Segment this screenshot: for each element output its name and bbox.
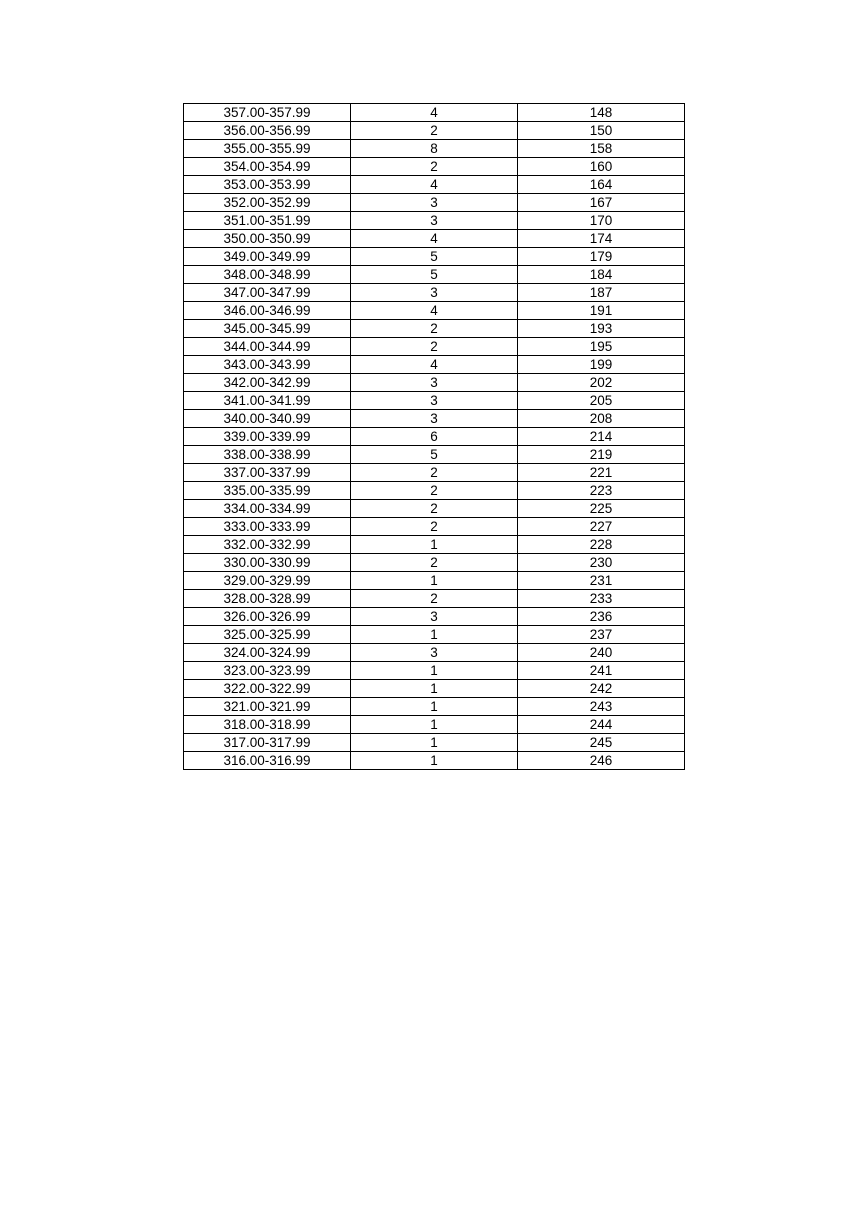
count-cell: 2	[351, 122, 518, 140]
count-cell: 6	[351, 428, 518, 446]
score-range-cell: 341.00-341.99	[184, 392, 351, 410]
score-range-cell: 353.00-353.99	[184, 176, 351, 194]
table-row	[184, 500, 685, 518]
table-row	[184, 518, 685, 536]
table-row	[184, 428, 685, 446]
cumulative-count-cell: 167	[518, 194, 685, 212]
table-row	[184, 338, 685, 356]
cumulative-count-cell: 243	[518, 698, 685, 716]
count-cell: 4	[351, 356, 518, 374]
score-range-cell: 356.00-356.99	[184, 122, 351, 140]
cumulative-count-cell: 231	[518, 572, 685, 590]
count-cell: 5	[351, 248, 518, 266]
cumulative-count-cell: 148	[518, 104, 685, 122]
table-row	[184, 284, 685, 302]
count-cell: 3	[351, 284, 518, 302]
table-row	[184, 320, 685, 338]
score-range-cell: 316.00-316.99	[184, 752, 351, 770]
score-range-cell: 349.00-349.99	[184, 248, 351, 266]
score-range-cell: 335.00-335.99	[184, 482, 351, 500]
cumulative-count-cell: 219	[518, 446, 685, 464]
score-range-cell: 337.00-337.99	[184, 464, 351, 482]
table-row	[184, 590, 685, 608]
table-row	[184, 662, 685, 680]
count-cell: 2	[351, 158, 518, 176]
table-row	[184, 248, 685, 266]
table-row	[184, 266, 685, 284]
cumulative-count-cell: 228	[518, 536, 685, 554]
cumulative-count-cell: 221	[518, 464, 685, 482]
table-row	[184, 212, 685, 230]
cumulative-count-cell: 227	[518, 518, 685, 536]
cumulative-count-cell: 199	[518, 356, 685, 374]
cumulative-count-cell: 244	[518, 716, 685, 734]
cumulative-count-cell: 158	[518, 140, 685, 158]
score-range-cell: 346.00-346.99	[184, 302, 351, 320]
table-row	[184, 752, 685, 770]
table-row	[184, 446, 685, 464]
table-row	[184, 608, 685, 626]
score-range-cell: 339.00-339.99	[184, 428, 351, 446]
score-range-cell: 334.00-334.99	[184, 500, 351, 518]
cumulative-count-cell: 246	[518, 752, 685, 770]
table-row	[184, 194, 685, 212]
table-row	[184, 392, 685, 410]
table-row	[184, 554, 685, 572]
score-range-cell: 328.00-328.99	[184, 590, 351, 608]
count-cell: 2	[351, 482, 518, 500]
count-cell: 2	[351, 554, 518, 572]
score-range-cell: 347.00-347.99	[184, 284, 351, 302]
count-cell: 1	[351, 626, 518, 644]
score-range-cell: 343.00-343.99	[184, 356, 351, 374]
count-cell: 2	[351, 464, 518, 482]
count-cell: 3	[351, 410, 518, 428]
count-cell: 8	[351, 140, 518, 158]
cumulative-count-cell: 187	[518, 284, 685, 302]
cumulative-count-cell: 179	[518, 248, 685, 266]
table-row	[184, 644, 685, 662]
cumulative-count-cell: 237	[518, 626, 685, 644]
score-range-cell: 326.00-326.99	[184, 608, 351, 626]
cumulative-count-cell: 245	[518, 734, 685, 752]
count-cell: 4	[351, 230, 518, 248]
cumulative-count-cell: 223	[518, 482, 685, 500]
score-range-cell: 333.00-333.99	[184, 518, 351, 536]
count-cell: 1	[351, 752, 518, 770]
table-row	[184, 464, 685, 482]
cumulative-count-cell: 230	[518, 554, 685, 572]
count-cell: 3	[351, 212, 518, 230]
score-range-cell: 324.00-324.99	[184, 644, 351, 662]
score-range-cell: 317.00-317.99	[184, 734, 351, 752]
cumulative-count-cell: 150	[518, 122, 685, 140]
table-body	[184, 104, 685, 770]
cumulative-count-cell: 233	[518, 590, 685, 608]
cumulative-count-cell: 184	[518, 266, 685, 284]
count-cell: 1	[351, 698, 518, 716]
cumulative-count-cell: 164	[518, 176, 685, 194]
cumulative-count-cell: 214	[518, 428, 685, 446]
table-row	[184, 410, 685, 428]
cumulative-count-cell: 174	[518, 230, 685, 248]
table-row	[184, 536, 685, 554]
count-cell: 4	[351, 176, 518, 194]
count-cell: 1	[351, 680, 518, 698]
score-range-cell: 322.00-322.99	[184, 680, 351, 698]
count-cell: 1	[351, 662, 518, 680]
score-range-cell: 329.00-329.99	[184, 572, 351, 590]
count-cell: 3	[351, 194, 518, 212]
table-row	[184, 734, 685, 752]
cumulative-count-cell: 195	[518, 338, 685, 356]
score-range-cell: 355.00-355.99	[184, 140, 351, 158]
table-row	[184, 122, 685, 140]
score-range-cell: 344.00-344.99	[184, 338, 351, 356]
count-cell: 3	[351, 608, 518, 626]
count-cell: 3	[351, 374, 518, 392]
table-row	[184, 104, 685, 122]
score-range-cell: 330.00-330.99	[184, 554, 351, 572]
cumulative-count-cell: 240	[518, 644, 685, 662]
cumulative-count-cell: 225	[518, 500, 685, 518]
score-range-cell: 321.00-321.99	[184, 698, 351, 716]
score-distribution-table	[183, 103, 685, 770]
table-row	[184, 572, 685, 590]
score-range-cell: 348.00-348.99	[184, 266, 351, 284]
count-cell: 2	[351, 518, 518, 536]
score-range-cell: 332.00-332.99	[184, 536, 351, 554]
score-range-cell: 345.00-345.99	[184, 320, 351, 338]
score-range-cell: 338.00-338.99	[184, 446, 351, 464]
cumulative-count-cell: 170	[518, 212, 685, 230]
score-range-cell: 352.00-352.99	[184, 194, 351, 212]
cumulative-count-cell: 236	[518, 608, 685, 626]
count-cell: 1	[351, 536, 518, 554]
table-row	[184, 230, 685, 248]
score-range-cell: 340.00-340.99	[184, 410, 351, 428]
count-cell: 2	[351, 590, 518, 608]
table-row	[184, 716, 685, 734]
count-cell: 2	[351, 338, 518, 356]
table-row	[184, 356, 685, 374]
cumulative-count-cell: 202	[518, 374, 685, 392]
table-row	[184, 680, 685, 698]
cumulative-count-cell: 160	[518, 158, 685, 176]
score-range-cell: 351.00-351.99	[184, 212, 351, 230]
count-cell: 1	[351, 572, 518, 590]
count-cell: 5	[351, 266, 518, 284]
cumulative-count-cell: 205	[518, 392, 685, 410]
table-row	[184, 374, 685, 392]
table-row	[184, 140, 685, 158]
cumulative-count-cell: 191	[518, 302, 685, 320]
score-range-cell: 354.00-354.99	[184, 158, 351, 176]
count-cell: 3	[351, 644, 518, 662]
count-cell: 2	[351, 320, 518, 338]
cumulative-count-cell: 242	[518, 680, 685, 698]
count-cell: 1	[351, 716, 518, 734]
table-row	[184, 698, 685, 716]
cumulative-count-cell: 193	[518, 320, 685, 338]
score-range-cell: 350.00-350.99	[184, 230, 351, 248]
score-range-cell: 318.00-318.99	[184, 716, 351, 734]
table-row	[184, 626, 685, 644]
score-range-cell: 357.00-357.99	[184, 104, 351, 122]
count-cell: 1	[351, 734, 518, 752]
count-cell: 3	[351, 392, 518, 410]
score-range-cell: 342.00-342.99	[184, 374, 351, 392]
count-cell: 5	[351, 446, 518, 464]
score-range-cell: 323.00-323.99	[184, 662, 351, 680]
count-cell: 4	[351, 302, 518, 320]
score-range-cell: 325.00-325.99	[184, 626, 351, 644]
table-row	[184, 176, 685, 194]
table-row	[184, 158, 685, 176]
count-cell: 2	[351, 500, 518, 518]
cumulative-count-cell: 208	[518, 410, 685, 428]
cumulative-count-cell: 241	[518, 662, 685, 680]
table-row	[184, 302, 685, 320]
table-row	[184, 482, 685, 500]
count-cell: 4	[351, 104, 518, 122]
